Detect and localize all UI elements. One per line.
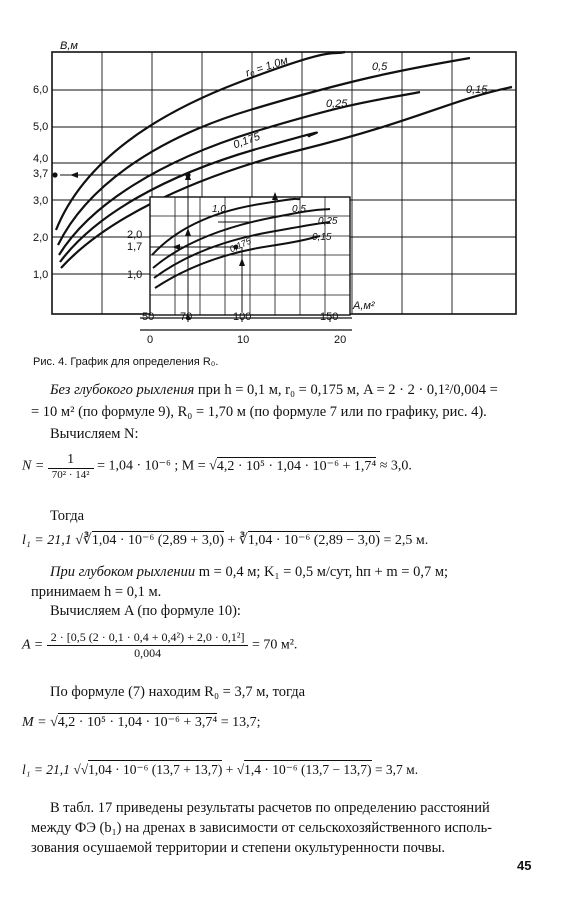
curve-label-r0-1: r₀ = 1,0м [244,54,290,80]
inner-label-0-5: 0,5 [292,204,306,215]
y-tick-1: 1,0 [33,269,49,281]
paragraph-2-line-1: При глубоком рыхлении m = 0,4 м; K₁ = 0,5 м/сут, hп + m = 0,7 м; [50,564,449,580]
equation-m-second: M = √4,2 · 10⁵ · 1,04 · 10⁻⁶ + 3,7⁴ = 13,7; [22,715,261,730]
inner-x-tick-50: 50 [142,311,155,323]
equation-l1-second: l₁ = 21,1 √√1,04 · 10⁻⁶ (13,7 + 13,7) + √1,4 · 10⁻⁶ (13,7 − 13,7) = 3,7 м. [22,762,419,777]
figure-caption: Рис. 4. График для определения R₀. [33,356,219,368]
equation-l1-first: l₁ = 21,1 √∛1,04 · 10⁻⁶ (2,89 + 3,0) + ∛1,04 · 10⁻⁶ (2,89 − 3,0) = 2,5 м. [22,533,429,548]
inner-x-tick-150: 150 [320,311,339,323]
final-paragraph-line-2: между ФЭ (b₁) на дренах в зависимости от сельскохозяйственного исполь- [31,820,493,836]
x-unit: А,м² [353,300,375,312]
inner-y-tick-1: 1,0 [127,269,143,281]
y-tick-4: 4,0 [33,153,49,165]
page-number: 45 [517,858,532,873]
inner-y-tick-2: 2,0 [127,229,143,241]
y-tick-3: 3,0 [33,195,49,207]
final-paragraph-line-3: зования осушаемой территории и степени окультуренности почвы. [31,840,446,856]
inner-x-tick-100: 100 [233,311,252,323]
bottom-x-tick-20: 20 [334,334,347,346]
nomogram-figure [0,0,566,360]
paragraph-3: По формуле (7) находим R₀ = 3,7 м, тогда [50,684,306,700]
curve-label-0-175: 0,175 [231,130,262,152]
togda-label: Тогда [50,508,85,524]
y-tick-2: 2,0 [33,232,49,244]
paragraph-1-line-2: = 10 м² (по формуле 9), R₀ = 1,70 м (по формуле 7 или по графику, рис. 4). [31,404,487,420]
equation-a: A = $\frac{\text{2 · [0,5 (2 · 0,1 · 0,4 + 0,4²) + 2,0 · 0,1²]}}{0,004}$ = 70 м². [22,630,298,660]
y-tick-5: 5,0 [33,121,49,133]
final-paragraph-line-1: В табл. 17 приведены результаты расчетов по определению расстояний [50,800,490,816]
y-tick-6: 6,0 [33,84,49,96]
curve-label-0-5: 0,5 [372,61,388,73]
inner-label-0-15: 0,15 [312,232,332,243]
paragraph-2-line-2: принимаем h = 0,1 м. [31,584,162,600]
y-tick-3-7: 3,7 [33,168,49,180]
inner-label-1-0: 1,0 [212,204,226,215]
curve-label-0-25: 0,25 [326,98,348,110]
inner-y-tick-1-7: 1,7 [127,241,143,253]
paragraph-1-line-3: Вычисляем N: [50,426,139,442]
inner-x-tick-70: 70 [180,311,193,323]
curve-label-0-15: 0,15 [466,84,488,96]
paragraph-1-line-1: Без глубокого рыхления при h = 0,1 м, r₀ = 0,175 м, A = 2 · 2 · 0,1²/0,004 = [50,382,498,398]
paragraph-2-line-3: Вычисляем A (по формуле 10): [50,603,241,619]
equation-n-m: N = $\frac{1}{\text{70² · 14²}}$ = 1,04 · 10⁻⁶ ; M = √4,2 · 10⁵ · 1,04 · 10⁻⁶ + 1,7⁴ ≈ 3,0. [22,452,412,481]
bottom-x-tick-0: 0 [147,334,154,346]
inner-label-0-25: 0,25 [318,216,338,227]
outer-y-unit: В,м [60,40,78,52]
inner-label-0-175: 0,175 [227,235,253,255]
bottom-x-tick-10: 10 [237,334,250,346]
